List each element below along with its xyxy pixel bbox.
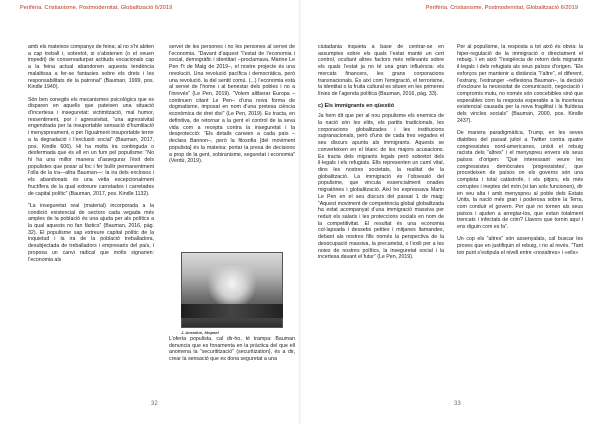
- right-page-column-2: [457, 44, 583, 406]
- body-paragraph: “La inseguretat real (material) incorporada a la condició existencial de sectors cada vegada més amples de la població és una ajuda per als polítics a la qual aquests no fan fàstics” (Bauman, 2016, pàg. 32). El populisme sap extreure capital polític de la inquietud i la ira de la població treballadora, desubjectada de treballadors i empresaris del país, i proposa un canvi radical que molts signarien: l’economia als: [28, 202, 154, 263]
- running-header-left: Perifèria. Cristianisme, Postmodernitat, Globalització 6/2019: [20, 5, 173, 11]
- section-heading: c) Els immigrants en qüestió: [318, 103, 395, 110]
- left-page-column-1: [28, 44, 154, 406]
- spread-divider: [299, 0, 301, 424]
- body-paragraph: servei de les persones i no les persones al servei de l’economia. “Davant d’aquest “l’estat de l’economia i social, demogràfic i identitari –proclamava, Marine Le Pen f’t de Maig de 2019–, el nostre projecte és una revolució. Una revolució pacífica i democràtica, però una revolució, la del sentit comú. (...) l’economia està al servei de l’home i al benestar dels pobles i no a l’inrevés” (Le Pen, 2019). “Volem alliberar Europa – continuen citant Le Pen– d’una nova forma de dogmatisme, imposat en nom d’una pretesa ciència econòmica de dret diví” (Le Pen, 2019). Es tracta, en definitiva, de retornar a la gent el control de la seva vida com a recepta contra la inseguretat i la desprotecció: “Els details canvien a cada país –declara Bannon–, però la filosofia [del moviment populista] és la mateixa: portar la presa de decisions a prop de la gent, sobiranisme, seguretat i economia” (Verdú, 2019).: [169, 44, 295, 165]
- body-paragraph: Ja hem dit que per al nou populisme els enemics de la nació són les elits, els partits tradicionals, les corporacions globalitzades i les institucions supranacionals, però d’uns de cada tres vegades el seu discurs apunta als immigrants. Aquests se converteixen en el blanc de les majors acusacions. Es tracta dels migrants legals però sobretot dels il·legals i els refugiats. Ells representen un camí vital, dins les nostres societats, la realitat de la globalització. La immigració és l’obsessió del populisme, que vincula essencialment onades migratòries i globalització. Així ho expressava Marin Le Pen en el seu discurs del passat 1 de maig: “Aquest moviment de competència global globalitzada ha estat acompanyat d’una immigració massiva per reduir els salaris i les proteccions socials en nom de la competitivitat. El resultat és una economia col·lapsada i dessebs petites i mitjanes llamandes, debant als nostres fills només la perspectiva de la desocupació massiva, la precarietat, o l’exili per a les noies de nostres polítics, la inseguretat social i la incertesa davant el futur” (Le Pen, 2019).: [318, 113, 444, 261]
- running-header-right: Perifèria. Cristianisme, Postmodernitat, Globalització 6/2019: [425, 5, 578, 11]
- column-lower-text: [169, 336, 295, 406]
- left-page-column-2: [169, 44, 295, 406]
- body-paragraph: Són ben conegits els mecanismes psicològics que es disparen en aquells que pateixen una situació d’incertesa i inseguretat: victimització, mal humor, ressentiment, por i agressivitat, “una agressivitat engendrada per la insuportable sensació d’humiliació i menyspreament, o per l’igualment insuportable terror a la degradació i l’exclusió social” (Bauman, 2017, pos. Kindle 606). Hi ha molta ira continguda o desfermada que és ell en un fum pel populisme: “No hi ha una millor manera d’assegurar l’èxit dels populistes que posar al foc i fer bullir permanentment l’olla de la ira—altra Bauman—: la ira dels exclosos i els abandonats és una vetla excepcionalment fructífera de la qual extreure carretades i carretades de capital polític” (Bauman, 2017, pos. Kindle 1132).: [28, 96, 154, 197]
- body-paragraph: ciutadania inquieta a base de centrar-se en assumptes sobre els quals l’estat manté un cert control, ocultant altres factors més rellevants sobre els quals l’estat ja no té una gran influència: els mercats financers, les grans corporacions transnacionals. És així com l’emigració, el terrorisme, la identitat o la fruita cultural es situen en les primeres línies de l’agenda política (Bauman, 2016, pàg. 33).: [318, 44, 444, 98]
- page-number-right: 33: [454, 401, 461, 407]
- photo-dark-band: [181, 304, 283, 318]
- body-paragraph: Per al populisme, la resposta a tot això és obvia: la hiper-regulació de la immigració o directament el rebuig. I en això “l’exigència de retorn dels migrants il·legals i dels refugiats als seus països d’origen. “Els esforços per mantenir a distància “l’altre”, el diferent, l’estrany, l’estranger –reflexiona Bauman–, la decisió d’excloure la necessitat de comunicació, negociació i compromís mutu, no només són concebibles sinó que esperables com la resposta esperable a la incertesa existencial causada per la nova fragilitat i la fluïdesa dels vincles socials” (Bauman, 2000, pos. Kindle 2437).: [457, 44, 583, 124]
- body-paragraph: Un cop els “altres” són assenyalats, cal buscar les proves que en justifiquin el rebuig, i no al revés. “Tant ton punt s’estipula el nivell entre «nosaltres» i «ells»: [457, 236, 583, 256]
- column-upper-text: [169, 44, 295, 251]
- body-paragraph: De manera paradigmàtica, Trump, en les seves diatribes del passat juliol a Twitter contra quatre congressistes nord-americanes, unixit el rebuig racista dels “altres” i el menyspreu envers els seus països d’origen: “Què interessant veure les congressistes demòcrates ‘progressistes’, que procedeixen de països on els governs són una completa i total catàstrofe, i els pitjors, els més corruptes i ineptes del món (si tan sols funcionen), dir en veu alta i amb menyspreu al poble dels Estats Units, la nació més gran i poderosa sobre la Terra, com conduir el govern. Per què no tornen als seus països i ajuden a arreglar-los, que estan totalment trencats i infectats de crim? Llavors que tornin aquí i ens diguin com es fa”.: [457, 130, 583, 231]
- photo-caption: J. Anceilus, Stopset: [181, 330, 219, 335]
- body-paragraph: L’oferta populista, cal dir-ho, té trampa: Bauman denuncia que es fonamenta en la pràctica del que ell anomena la “securitització” (securitization), és a dir, crear la sensació que es dona seguretat a una: [169, 336, 295, 363]
- body-paragraph: amb els mateixos companys de feina; al no s’hi abiten a cap treball i, sobretot, si s’abstenen (o el veuen impedit) de conservadurpar actituds vocacionals cap a la feina actual abandonen aquesta tendència malaltissa a fer-se fantasies sobre els drets i les responsabilitats de la patronal” (Bauman, 1999, pos. Kindle 1940).: [28, 44, 154, 91]
- right-page-column-1: [318, 44, 444, 406]
- page-number-left: 32: [151, 401, 158, 407]
- black-and-white-photo: [181, 252, 283, 328]
